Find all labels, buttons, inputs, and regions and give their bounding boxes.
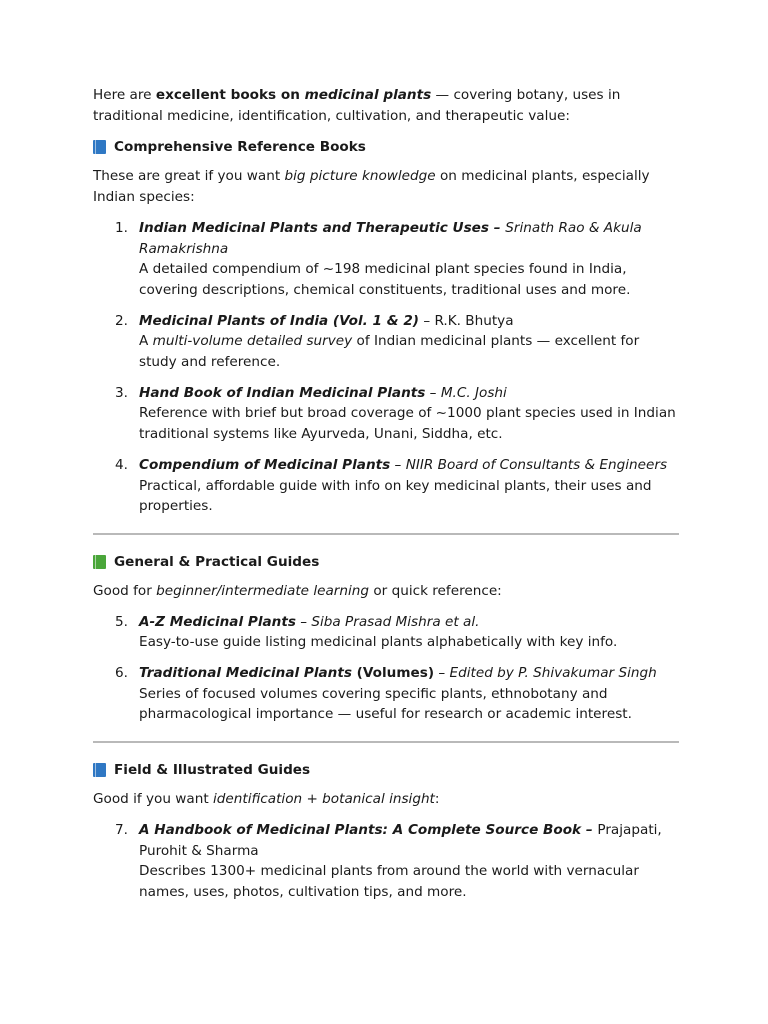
book-title: Indian Medicinal Plants and Therapeutic Uses <box>139 219 489 236</box>
book-author: M.C. Joshi <box>440 384 507 401</box>
section-description <box>93 581 679 602</box>
book-author: Siba Prasad Mishra et al. <box>311 613 480 630</box>
green-book-icon <box>93 555 106 569</box>
list-number: 4. <box>115 456 128 473</box>
book-author: R.K. Bhutya <box>434 312 514 329</box>
section-general-practical <box>93 552 679 725</box>
book-description: Easy-to-use guide listing medicinal plants alphabetically with key info. <box>139 634 618 651</box>
book-description: Describes 1300+ medicinal plants from around the world with vernacular names, uses, photos, cultivation tips, and more. <box>139 863 639 900</box>
desc-text-end: or quick reference: <box>369 582 502 599</box>
book-description: Series of focused volumes covering specific plants, ethnobotany and pharmacological importance — useful for research or academic interest. <box>139 685 632 723</box>
separator: – <box>425 384 441 401</box>
section-heading <box>93 760 679 780</box>
book-list <box>93 612 679 726</box>
book-heading <box>139 455 679 476</box>
book-description: Practical, affordable guide with info on key medicinal plants, their uses and properties. <box>139 477 652 515</box>
desc-text-end: : <box>434 791 440 808</box>
desc-text: Good for <box>93 582 157 599</box>
section-comprehensive-reference <box>93 137 679 517</box>
separator: – <box>390 456 406 473</box>
book-item <box>93 455 679 517</box>
desc-text-end: of Indian medicinal plants — excellent for study and reference. <box>139 333 640 371</box>
separator: – <box>434 665 450 682</box>
desc-emphasis: beginner/intermediate learning <box>156 582 370 599</box>
book-heading <box>139 383 679 404</box>
book-heading <box>139 612 679 633</box>
separator: – <box>488 219 506 236</box>
intro-emphasis-text: medicinal plants <box>304 87 432 103</box>
section-description <box>93 166 679 207</box>
book-author: NIIR Board of Consultants & Engineers <box>405 456 668 473</box>
separator: – <box>419 312 435 329</box>
book-heading <box>139 218 679 259</box>
book-item <box>93 383 679 445</box>
book-title: A Handbook of Medicinal Plants: A Complete Source Book <box>139 821 582 838</box>
book-description: A detailed compendium of ~198 medicinal plant species found in India, covering descriptions, chemical constituents, traditional uses and more. <box>139 261 631 298</box>
section-divider <box>93 533 679 535</box>
intro-paragraph <box>93 85 679 126</box>
desc-emphasis: identification + botanical insight <box>213 791 435 808</box>
section-field-illustrated <box>93 760 679 903</box>
document-page <box>93 85 679 913</box>
book-item <box>93 612 679 653</box>
blue-book-icon <box>93 763 106 777</box>
book-heading <box>139 311 679 332</box>
intro-text: Here are <box>93 87 156 103</box>
desc-text-end: on medicinal plants, especially Indian species: <box>93 168 650 206</box>
separator: – <box>295 613 312 630</box>
book-title: Medicinal Plants of India (Vol. 1 & 2) <box>139 312 419 329</box>
book-author: Prajapati, Purohit & Sharma <box>139 821 662 859</box>
section-heading <box>93 137 679 157</box>
book-title: Hand Book of Indian Medicinal Plants <box>139 384 426 401</box>
list-number: 7. <box>115 821 128 838</box>
list-number: 2. <box>115 312 128 329</box>
desc-text: These are great if you want <box>93 168 285 185</box>
desc-text: A <box>139 333 153 350</box>
book-title-extra: (Volumes) <box>351 665 435 682</box>
section-description <box>93 789 679 810</box>
book-item <box>93 218 679 301</box>
section-heading <box>93 552 679 572</box>
section-divider <box>93 741 679 743</box>
book-list <box>93 820 679 903</box>
book-author: Edited by P. Shivakumar Singh <box>449 665 657 682</box>
book-description: Reference with brief but broad coverage of ~1000 plant species used in Indian traditional systems like Ayurveda, Unani, Siddha, etc. <box>139 405 676 443</box>
separator: – <box>581 821 598 838</box>
intro-bold-text: excellent books on <box>155 87 305 103</box>
book-list <box>93 218 679 517</box>
desc-emphasis: big picture knowledge <box>284 168 436 185</box>
desc-emphasis: multi-volume detailed survey <box>152 333 353 350</box>
section-title: Comprehensive Reference Books <box>114 139 366 156</box>
desc-text: Good if you want <box>93 791 214 808</box>
list-number: 3. <box>115 384 128 401</box>
section-title: Field & Illustrated Guides <box>114 762 311 779</box>
book-title: Compendium of Medicinal Plants <box>139 456 391 473</box>
book-item <box>93 663 679 725</box>
book-item <box>93 311 679 373</box>
book-heading <box>139 820 679 861</box>
section-title: General & Practical Guides <box>114 553 320 570</box>
intro-text-end: — covering botany, uses in traditional medicine, identification, cultivation, and therapeutic value: <box>93 87 621 124</box>
list-number: 5. <box>115 613 128 630</box>
list-number: 6. <box>115 665 128 682</box>
book-heading <box>139 663 679 684</box>
book-item <box>93 820 679 903</box>
list-number: 1. <box>115 219 128 236</box>
book-title: Traditional Medicinal Plants <box>139 665 352 682</box>
book-description <box>139 331 679 372</box>
book-author: Srinath Rao & Akula Ramakrishna <box>139 219 642 257</box>
blue-book-icon <box>93 140 106 154</box>
book-title: A-Z Medicinal Plants <box>139 613 296 630</box>
